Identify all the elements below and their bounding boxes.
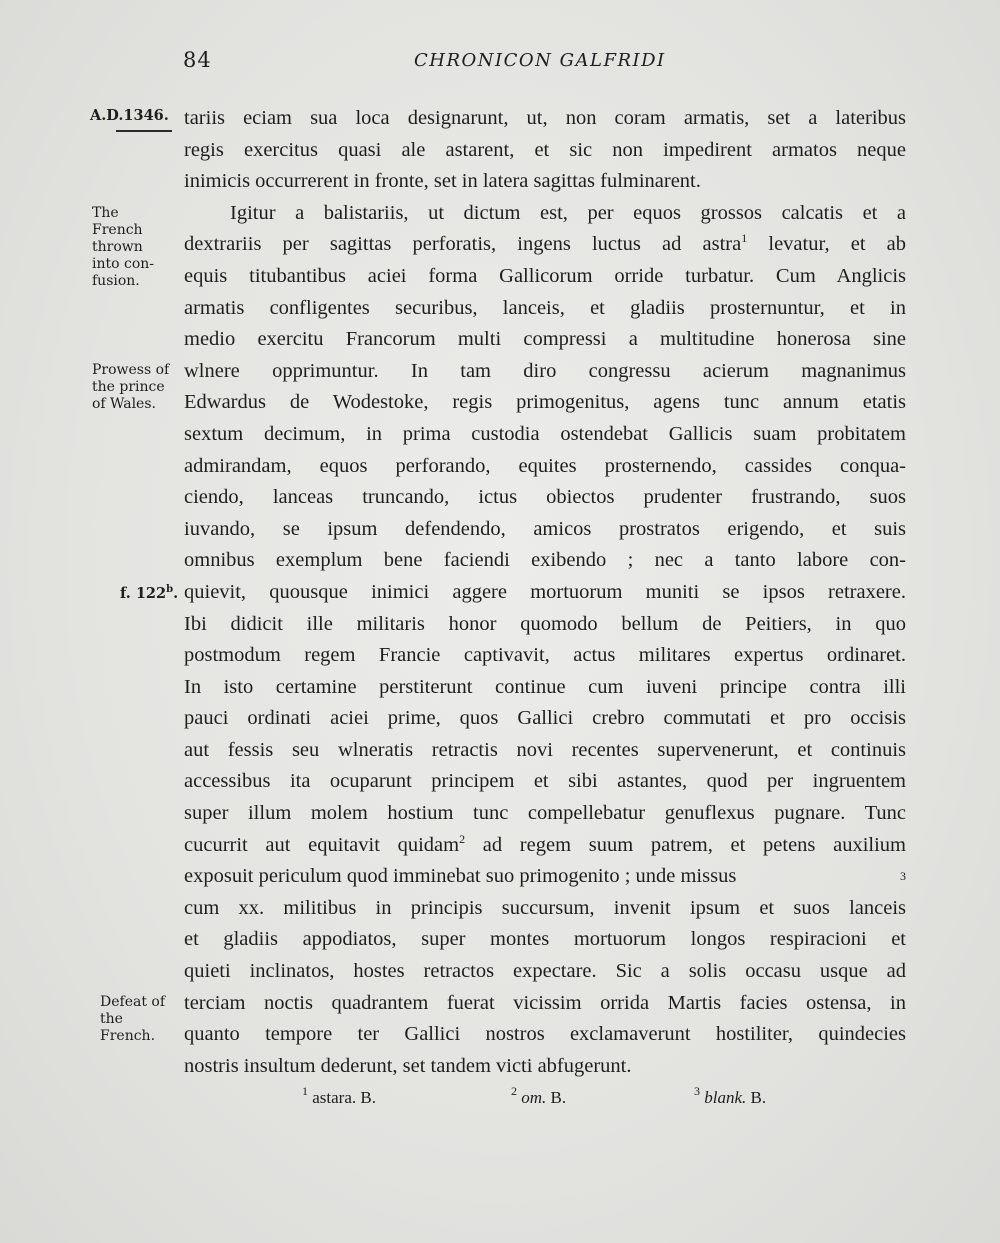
text-line: sextum decimum, in prima custodia ostendebat Gallicis suam probitatem	[184, 422, 906, 445]
text-line: quievit, quousque inimici aggere mortuorum muniti se ipsos retraxere.	[184, 580, 906, 603]
text-line: et gladiis appodiatos, super montes mortuorum longos respiracioni et	[184, 928, 906, 951]
folio-end: .	[173, 585, 179, 602]
text-line: cum xx. militibus in principis succursum, invenit ipsum et suos lanceis	[184, 896, 906, 919]
text-line: super illum molem hostium tunc compellebatur genuflexus pugnare. Tunc	[184, 802, 906, 825]
sidenote-line: fusion.	[92, 273, 140, 289]
text-line: admirandam, equos perforando, equites prosternendo, cassides conqua-	[184, 454, 906, 477]
text-line: ciendo, lanceas truncando, ictus obiectos prudenter frustrando, suos	[184, 486, 906, 509]
sidenote-line: into con-	[92, 256, 155, 272]
footnote-marker: 1	[741, 231, 748, 246]
footnote-3	[694, 1084, 767, 1108]
text-segment: dextrariis per sagittas perforatis, ingens luctus ad astra	[184, 233, 742, 256]
sidenote-defeat	[100, 994, 190, 1045]
text-line: aut fessis seu wlneratis retractis novi recentes supervenerunt, et continuis	[184, 738, 906, 761]
text-line: wlnere opprimuntur. In tam diro congressu acierum magnanimus	[184, 359, 906, 382]
footnote-marker: 2	[459, 831, 466, 846]
text-line: In isto certamine perstiterunt continue cum iuveni principe contra illi	[184, 675, 906, 698]
text-line	[184, 830, 906, 862]
text-line: medio exercitu Francorum multi compressi a multitudine honerosa sine	[184, 328, 906, 351]
text-line: Igitur a balistariis, ut dictum est, per equos grossos calcatis et a	[230, 201, 906, 224]
sidenote-line: of Wales.	[92, 396, 156, 412]
sidenote-line: The	[92, 205, 119, 221]
text-line: Ibi didicit ille militaris honor quomodo bellum de Peitiers, in quo	[184, 612, 906, 635]
sidenote-line: Prowess of	[92, 362, 170, 378]
text-segment: levatur, et ab	[747, 233, 906, 256]
folio-sup: b	[166, 584, 174, 595]
sidenote-year: A.D.1346.	[90, 107, 169, 124]
footnote-2	[511, 1084, 567, 1108]
text-line: nostris insultum dederunt, set tandem victi abfugerunt.	[184, 1054, 632, 1077]
footnote-text: B.	[746, 1088, 767, 1107]
text-segment: cucurrit aut equitavit quidam	[184, 833, 460, 856]
footnote-italic: blank.	[704, 1088, 747, 1107]
text-line: equis titubantibus aciei forma Gallicorum orride turbatur. Cum Anglicis	[184, 264, 906, 287]
text-line: iuvando, se ipsum defendendo, amicos prostratos erigendo, et suis	[184, 517, 906, 540]
running-head: CHRONICON GALFRIDI	[414, 50, 666, 71]
sidenote-prowess	[92, 362, 182, 413]
text-line: regis exercitus quasi ale astarent, et sic non impedirent armatos neque	[184, 138, 906, 161]
sidenote-line: the	[100, 1011, 123, 1027]
text-segment: ad regem suum patrem, et petens auxilium	[465, 833, 906, 856]
footnote-text: B.	[546, 1088, 567, 1107]
footnote-number: 1	[302, 1084, 308, 1098]
sidenote-line: French.	[100, 1028, 156, 1044]
footnote-1	[302, 1084, 376, 1108]
text-line: armatis confligentes securibus, lanceis, et gladiis prosternuntur, et in	[184, 296, 906, 319]
footnote-italic: om.	[521, 1088, 547, 1107]
text-line: quieti inclinatos, hostes retractos expectare. Sic a solis occasu usque ad	[184, 960, 906, 983]
body-text	[184, 103, 906, 1082]
text-line: terciam noctis quadrantem fuerat vicissim orrida Martis facies ostensa, in	[184, 991, 906, 1014]
text-line: postmodum regem Francie captivavit, actus militares expertus ordinaret.	[184, 644, 906, 667]
page-number: 84	[183, 48, 212, 72]
text-segment: exposuit periculum quod imminebat suo primogenito ; unde missus	[184, 865, 737, 888]
text-line	[184, 229, 906, 261]
text-line: exposuit periculum quod imminebat suo primogenito ; unde missus 3	[184, 865, 906, 888]
sidenote-french-thrown	[92, 205, 182, 290]
sidenote-line: French	[92, 222, 143, 238]
text-line: omnibus exemplum bene faciendi exibendo ; nec a tanto labore con-	[184, 549, 906, 572]
text-line: quanto tempore ter Gallici nostros exclamaverunt hostiliter, quindecies	[184, 1023, 906, 1046]
text-line: Edwardus de Wodestoke, regis primogenitus, agens tunc annum etatis	[184, 391, 906, 414]
footnote-number: 3	[694, 1084, 700, 1098]
folio-number: f. 122	[120, 585, 167, 602]
sidenote-rule	[116, 130, 172, 132]
sidenote-line: the prince	[92, 379, 165, 395]
text-line: accessibus ita ocuparunt principem et sibi astantes, quod per ingruentem	[184, 770, 906, 793]
footnote-text: astara. B.	[308, 1088, 376, 1107]
text-line: tariis eciam sua loca designarunt, ut, non coram armatis, set a lateribus	[184, 107, 906, 129]
text-line: inimicis occurrerent in fronte, set in latera sagittas fulminarent.	[184, 170, 701, 193]
text-line: pauci ordinati aciei prime, quos Gallici crebro commutati et pro occisis	[184, 707, 906, 730]
sidenote-line: Defeat of	[100, 994, 166, 1010]
sidenote-line: thrown	[92, 239, 143, 255]
footnote-number: 2	[511, 1084, 517, 1098]
